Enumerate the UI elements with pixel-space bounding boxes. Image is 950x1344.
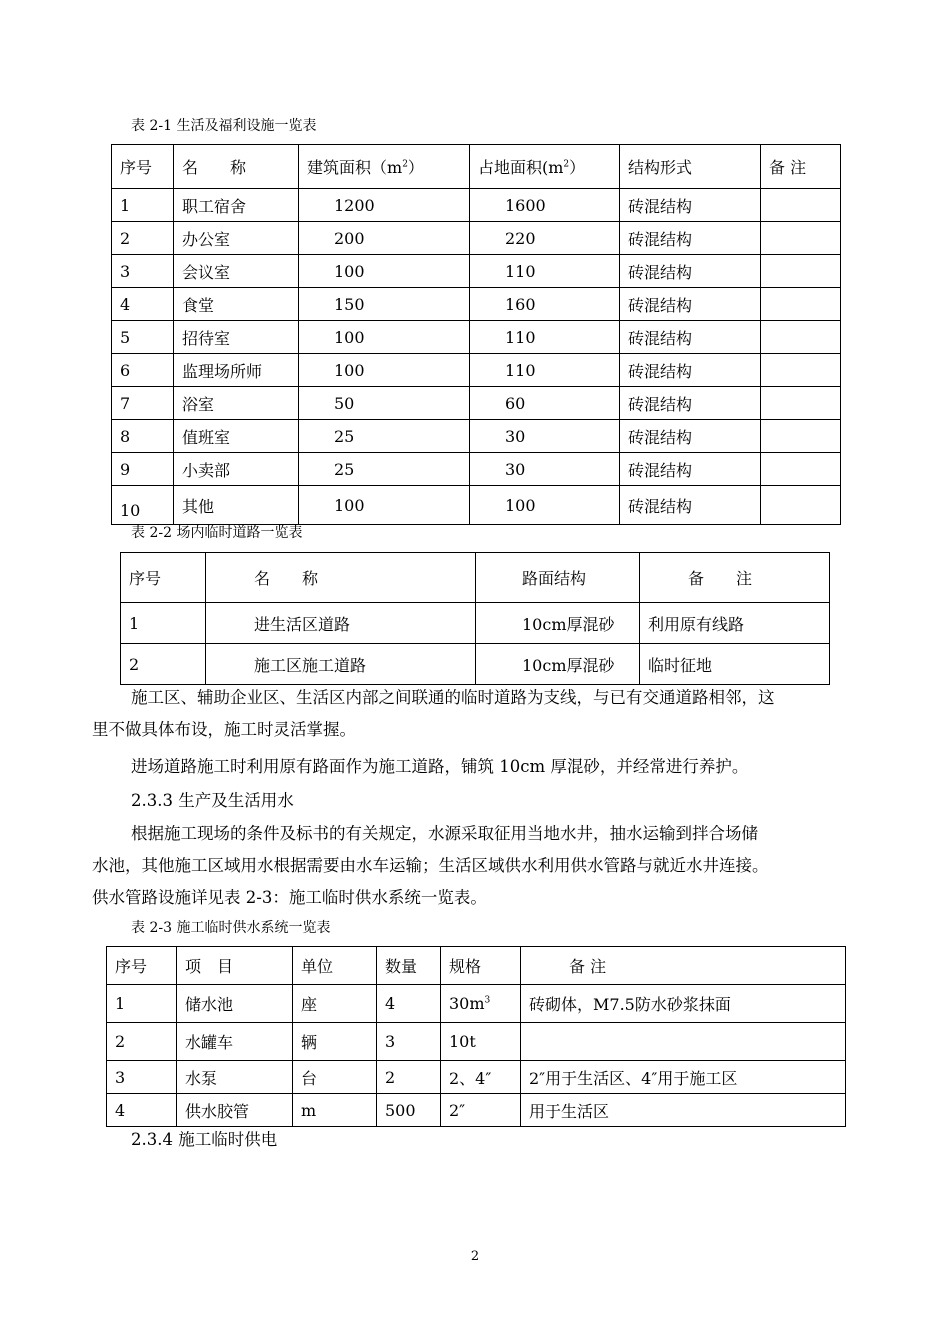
header-cell: 名 称	[206, 553, 476, 603]
table-cell	[761, 486, 841, 525]
table-cell: 砖混结构	[620, 321, 761, 354]
table-row	[121, 603, 830, 644]
header-text: 占地面积(m	[478, 158, 564, 177]
table-cell	[761, 453, 841, 486]
table-cell	[761, 387, 841, 420]
table-cell	[521, 1023, 846, 1061]
table-cell: 2″	[441, 1094, 521, 1127]
table-row	[112, 222, 841, 255]
table-cell: 临时征地	[640, 644, 830, 685]
table-cell: 2	[112, 222, 174, 255]
table2-caption: 表 2-2 场内临时道路一览表	[131, 525, 303, 541]
table-cell	[761, 354, 841, 387]
header-cell: 结构形式	[620, 145, 761, 189]
table-cell: 1	[107, 985, 177, 1023]
section-heading: 2.3.4 施工临时供电	[131, 1130, 278, 1149]
header-cell: 序号	[121, 553, 206, 603]
table-cell	[761, 255, 841, 288]
table-cell: 砖混结构	[620, 354, 761, 387]
header-cell: 名 称	[174, 145, 299, 189]
table-cell: 500	[377, 1094, 441, 1127]
table-cell: 1600	[470, 189, 620, 222]
header-cell: 项 目	[177, 947, 293, 985]
table-cell: m	[293, 1094, 377, 1127]
table-cell	[761, 420, 841, 453]
table-cell: 100	[470, 486, 620, 525]
table-cell: 30	[470, 420, 620, 453]
table-cell: 25	[299, 420, 470, 453]
table-cell: 食堂	[174, 288, 299, 321]
table-cell: 10t	[441, 1023, 521, 1061]
spec-text: 30m	[449, 994, 485, 1013]
table-cell: 办公室	[174, 222, 299, 255]
header-cell: 备 注	[640, 553, 830, 603]
table-cell: 小卖部	[174, 453, 299, 486]
table-cell: 砖混结构	[620, 222, 761, 255]
header-cell: 规格	[441, 947, 521, 985]
table-row	[112, 189, 841, 222]
table-cell: 砖混结构	[620, 420, 761, 453]
table-cell: 30	[470, 453, 620, 486]
paragraph-line: 供水管路设施详见表 2-3：施工临时供水系统一览表。	[92, 888, 487, 907]
header-cell: 路面结构	[476, 553, 640, 603]
table-cell: 砖混结构	[620, 453, 761, 486]
table-cell: 2	[377, 1061, 441, 1094]
table-cell: 砖混结构	[620, 486, 761, 525]
table-cell	[761, 189, 841, 222]
table-cell: 3	[107, 1061, 177, 1094]
table-cell: 浴室	[174, 387, 299, 420]
paragraph-line: 施工区、辅助企业区、生活区内部之间联通的临时道路为支线，与已有交通道路相邻，这	[131, 688, 775, 707]
table-cell: 4	[107, 1094, 177, 1127]
table-cell: 3	[112, 255, 174, 288]
table-cell: 5	[112, 321, 174, 354]
table-living-facilities	[111, 144, 841, 525]
table-site-roads	[120, 552, 830, 685]
table-cell: 160	[470, 288, 620, 321]
table-row	[112, 420, 841, 453]
header-cell: 数量	[377, 947, 441, 985]
table-cell: 9	[112, 453, 174, 486]
table-row	[112, 387, 841, 420]
table-cell: 2	[107, 1023, 177, 1061]
superscript: 2	[402, 159, 408, 170]
table-cell: 50	[299, 387, 470, 420]
table-cell: 利用原有线路	[640, 603, 830, 644]
table-cell: 储水池	[177, 985, 293, 1023]
header-text: ）	[407, 158, 424, 177]
table-cell: 6	[112, 354, 174, 387]
table-cell: 1200	[299, 189, 470, 222]
table-cell: 4	[377, 985, 441, 1023]
header-text: ）	[569, 158, 586, 177]
table-cell: 2″用于生活区、4″用于施工区	[521, 1061, 846, 1094]
table-cell: 砖混结构	[620, 288, 761, 321]
table-cell: 用于生活区	[521, 1094, 846, 1127]
table-cell: 砖混结构	[620, 189, 761, 222]
header-cell: 备 注	[761, 145, 841, 189]
table-row	[112, 354, 841, 387]
table-cell: 1	[121, 603, 206, 644]
header-cell: 单位	[293, 947, 377, 985]
table-row	[112, 255, 841, 288]
table-cell: 台	[293, 1061, 377, 1094]
table-cell: 进生活区道路	[206, 603, 476, 644]
table-cell: 监理场所师	[174, 354, 299, 387]
table-cell: 其他	[174, 486, 299, 525]
table-cell: 辆	[293, 1023, 377, 1061]
table-cell: 3	[377, 1023, 441, 1061]
table-cell	[761, 288, 841, 321]
table-cell: 砖混结构	[620, 255, 761, 288]
table-cell: 200	[299, 222, 470, 255]
table-cell: 砖砌体，M7.5防水砂浆抹面	[521, 985, 846, 1023]
table-cell: 1	[112, 189, 174, 222]
table-cell: 8	[112, 420, 174, 453]
table-cell: 7	[112, 387, 174, 420]
table-cell: 100	[299, 354, 470, 387]
table-header-row	[121, 553, 830, 603]
table-header-row	[112, 145, 841, 189]
table-cell: 水泵	[177, 1061, 293, 1094]
paragraph-line: 里不做具体布设，施工时灵活掌握。	[92, 720, 356, 739]
table-cell: 10cm厚混砂	[476, 644, 640, 685]
table-cell: 2	[121, 644, 206, 685]
table-cell: 110	[470, 354, 620, 387]
table-row	[107, 1023, 846, 1061]
table-row	[112, 288, 841, 321]
table-cell	[441, 985, 521, 1023]
table-cell: 施工区施工道路	[206, 644, 476, 685]
table-cell	[761, 222, 841, 255]
header-text: 建筑面积（m	[307, 158, 403, 177]
paragraph-line: 水池，其他施工区域用水根据需要由水车运输；生活区域供水利用供水管路与就近水井连接。	[92, 856, 769, 875]
table-cell: 110	[470, 321, 620, 354]
table-row	[121, 644, 830, 685]
table-cell: 座	[293, 985, 377, 1023]
page-number: 2	[470, 1249, 480, 1264]
superscript: 2	[563, 159, 570, 170]
header-cell: 序号	[112, 145, 174, 189]
header-cell: 序号	[107, 947, 177, 985]
table-cell: 水罐车	[177, 1023, 293, 1061]
table3-caption: 表 2-3 施工临时供水系统一览表	[131, 920, 331, 936]
table-cell: 220	[470, 222, 620, 255]
table-row	[107, 985, 846, 1023]
table-row	[107, 1094, 846, 1127]
table1-caption: 表 2-1 生活及福利设施一览表	[131, 118, 317, 134]
table-cell: 10	[112, 486, 174, 525]
table-cell: 招待室	[174, 321, 299, 354]
superscript: 3	[484, 995, 491, 1006]
header-cell	[470, 145, 620, 189]
table-cell: 100	[299, 486, 470, 525]
table-cell: 砖混结构	[620, 387, 761, 420]
table-row	[112, 321, 841, 354]
header-cell	[299, 145, 470, 189]
table-cell: 4	[112, 288, 174, 321]
table-cell: 2、4″	[441, 1061, 521, 1094]
table-cell: 60	[470, 387, 620, 420]
table-cell: 会议室	[174, 255, 299, 288]
table-cell: 10cm厚混砂	[476, 603, 640, 644]
section-heading: 2.3.3 生产及生活用水	[131, 791, 294, 810]
table-cell: 110	[470, 255, 620, 288]
paragraph-line: 根据施工现场的条件及标书的有关规定，水源采取征用当地水井，抽水运输到拌合场储	[131, 824, 758, 843]
table-cell: 150	[299, 288, 470, 321]
table-cell	[761, 321, 841, 354]
table-row	[107, 1061, 846, 1094]
table-cell: 职工宿舍	[174, 189, 299, 222]
header-cell: 备 注	[521, 947, 846, 985]
table-header-row	[107, 947, 846, 985]
table-row	[112, 453, 841, 486]
paragraph-line: 进场道路施工时利用原有路面作为施工道路，铺筑 10cm 厚混砂，并经常进行养护。	[131, 757, 749, 776]
table-cell: 25	[299, 453, 470, 486]
table-row	[112, 486, 841, 525]
table-cell: 100	[299, 321, 470, 354]
table-cell: 100	[299, 255, 470, 288]
table-cell: 供水胶管	[177, 1094, 293, 1127]
table-cell: 值班室	[174, 420, 299, 453]
table-water-supply	[106, 946, 846, 1127]
